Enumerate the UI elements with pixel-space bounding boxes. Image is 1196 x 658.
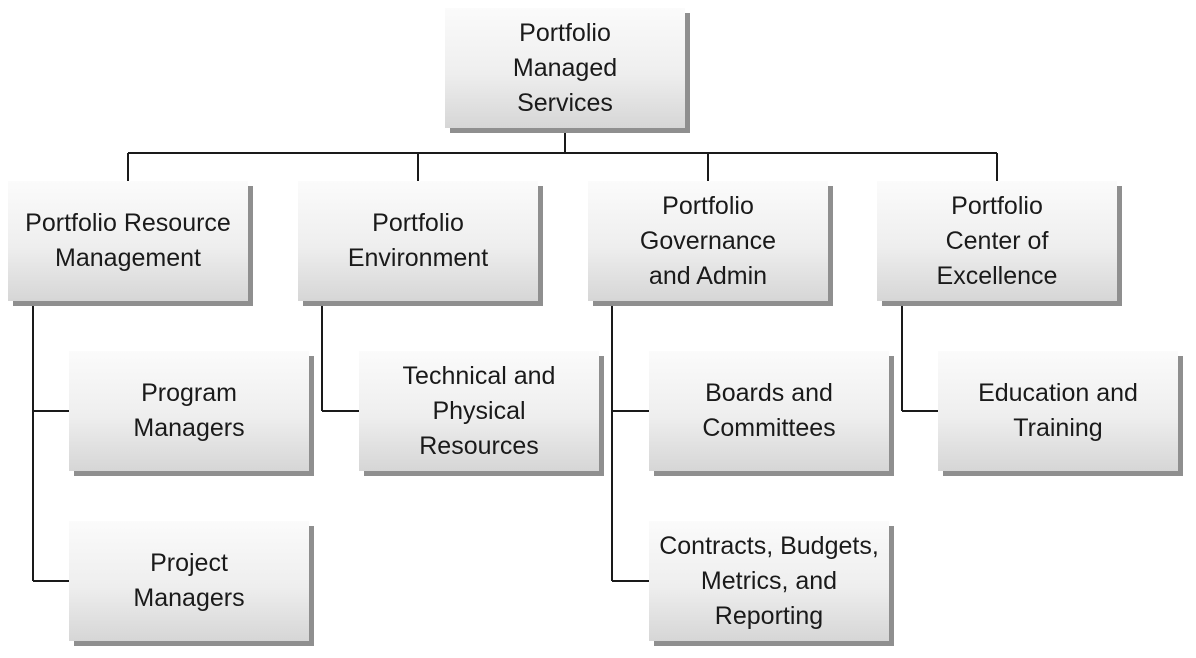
node-label: Portfolio Environment [347, 209, 489, 272]
node-label: Portfolio Governance and Admin [639, 191, 777, 290]
node-label: Portfolio Resource Management [25, 209, 231, 272]
node-label: Portfolio Managed Services [512, 18, 618, 117]
node-boards-and-committees [649, 351, 889, 471]
node-label: Boards and Committees [702, 379, 836, 442]
node-label: Education and Training [978, 379, 1138, 442]
node-education-and-training [938, 351, 1178, 471]
node-label: Program Managers [133, 379, 245, 442]
node-portfolio-environment [298, 181, 538, 301]
node-technical-and-physical-resources [359, 351, 599, 471]
node-contracts-budgets-metrics-reporting [649, 521, 889, 641]
node-portfolio-governance-and-admin [588, 181, 828, 301]
node-program-managers [69, 351, 309, 471]
node-label: Contracts, Budgets, Metrics, and Reporting [659, 531, 879, 630]
node-portfolio-resource-management [8, 181, 248, 301]
node-label: Technical and Physical Resources [402, 361, 556, 460]
node-label: Project Managers [133, 549, 245, 612]
node-label: Portfolio Center of Excellence [936, 191, 1058, 290]
node-portfolio-center-of-excellence [877, 181, 1117, 301]
node-portfolio-managed-services [445, 8, 685, 128]
node-project-managers [69, 521, 309, 641]
